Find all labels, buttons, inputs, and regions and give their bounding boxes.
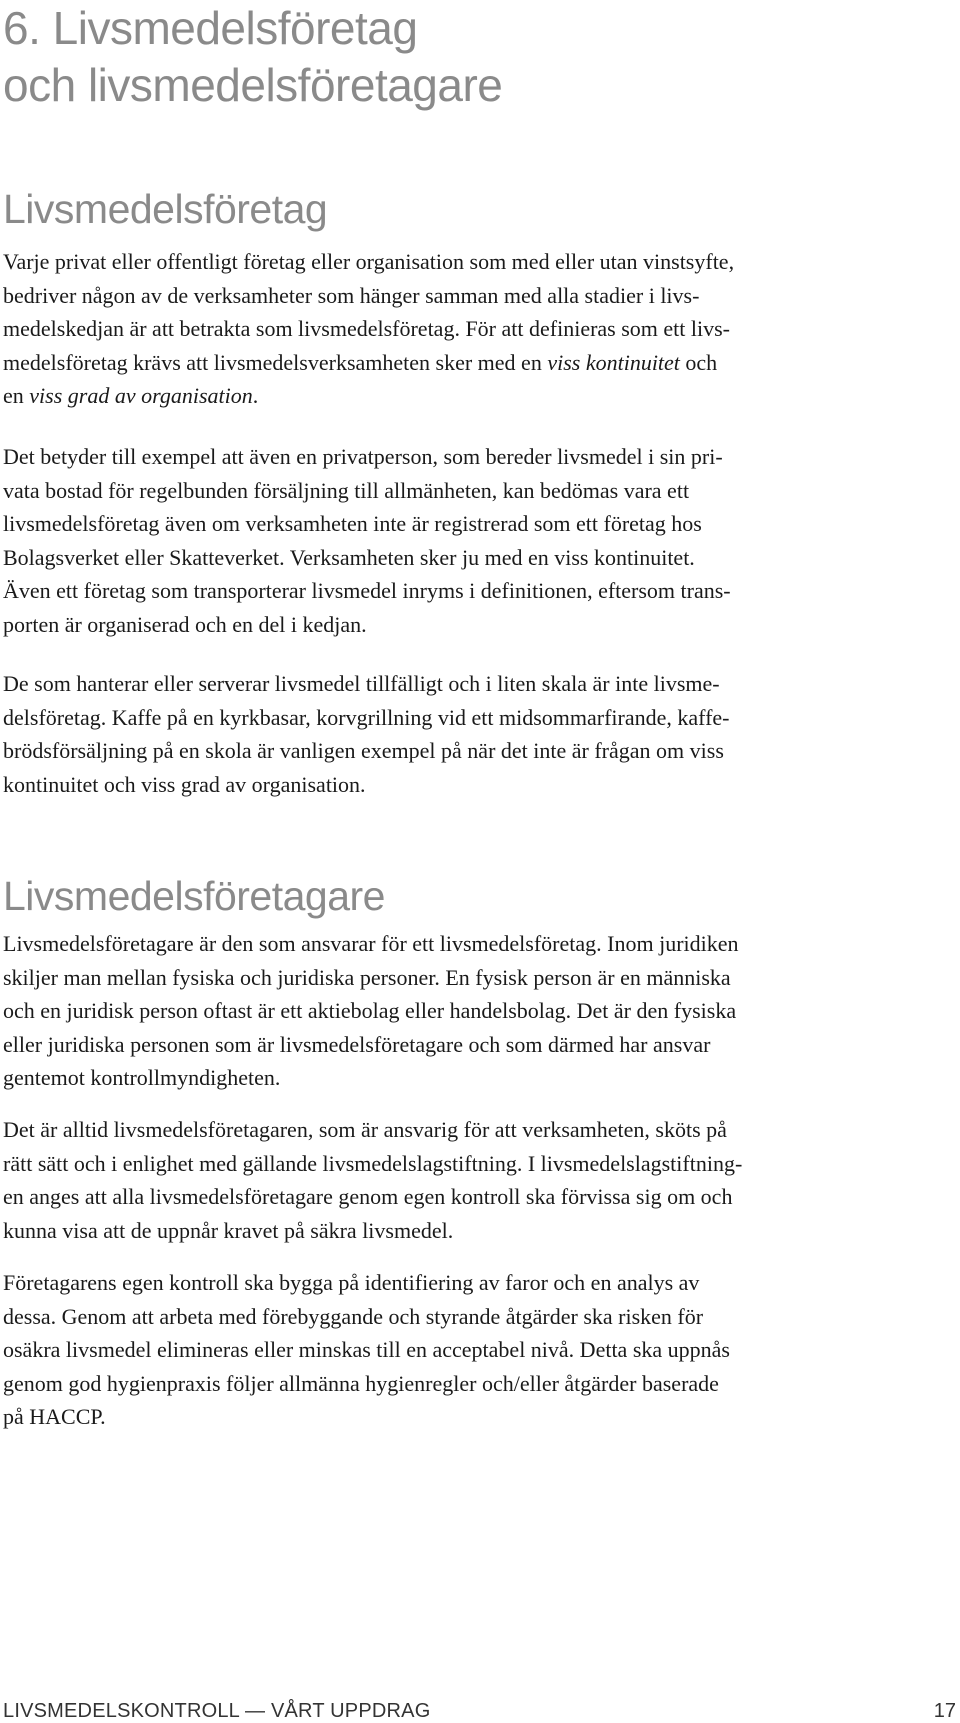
text-line: osäkra livsmedel elimineras eller minskas till en acceptabel nivå. Detta ska uppnås: [3, 1337, 730, 1363]
page-number: 17: [933, 1700, 956, 1722]
text-run: och: [679, 349, 718, 375]
text-line: dessa. Genom att arbeta med förebyggande och styrande åtgärder ska risken för: [3, 1303, 704, 1329]
text-line: Företagarens egen kontroll ska bygga på identifiering av faror och en analys av: [3, 1270, 700, 1295]
text-line: [3, 379, 734, 413]
text-line: gentemot kontrollmyndigheten.: [3, 1065, 281, 1091]
text-line: Även ett företag som transporterar livsmedel inryms i definitionen, eftersom trans-: [3, 578, 731, 604]
chapter-title: [3, 0, 502, 114]
paragraph-definition: [3, 245, 734, 413]
text-line: kunna visa att de uppnår kravet på säkra livsmedel.: [3, 1217, 454, 1243]
paragraph-egen-kontroll: [3, 1113, 742, 1247]
text-line: på HACCP.: [3, 1404, 106, 1430]
text-line: eller juridiska personen som är livsmedelsföretagare och som därmed har ansvar: [3, 1031, 711, 1057]
paragraph-ansvar: [3, 927, 739, 1095]
chapter-title-line-1: 6. Livsmedelsföretag: [3, 2, 418, 54]
text-line: skiljer man mellan fysiska och juridiska personer. En fysisk person är en människa: [3, 964, 731, 990]
section-heading-livsmedelsforetagare: Livsmedelsföretagare: [3, 873, 385, 919]
text-line: livsmedelsföretag även om verksamheten inte är registrerad som ett företag hos: [3, 511, 702, 537]
text-line: en anges att alla livsmedelsföretagare genom egen kontroll ska förvissa sig om och: [3, 1184, 733, 1210]
section-heading-livsmedelsforetag: Livsmedelsföretag: [3, 186, 328, 232]
emphasis-viss-kontinuitet: viss kontinuitet: [547, 349, 680, 375]
text-line: medelskedjan är att betrakta som livsmedelsföretag. För att definieras som ett livs-: [3, 316, 731, 342]
text-run: en: [3, 383, 30, 409]
text-line: De som hanterar eller serverar livsmedel tillfälligt och i liten skala är inte livsme-: [3, 671, 720, 696]
text-line: Det betyder till exempel att även en privatperson, som bereder livsmedel i sin pri-: [3, 444, 723, 469]
text-line: vata bostad för regelbunden försäljning till allmänheten, kan bedömas vara ett: [3, 477, 690, 503]
text-line: delsföretag. Kaffe på en kyrkbasar, korvgrillning vid ett midsommarfirande, kaffe-: [3, 704, 730, 730]
text-line: bedriver någon av de verksamheter som hänger samman med alla stadier i livs-: [3, 282, 700, 308]
paragraph-tillfalligt: [3, 667, 730, 801]
text-line: Bolagsverket eller Skatteverket. Verksamheten sker ju med en viss kontinuitet.: [3, 544, 695, 570]
text-run: .: [252, 383, 259, 409]
emphasis-viss-grad-av-organisation: viss grad av organisation: [29, 383, 253, 409]
text-line: Varje privat eller offentligt företag eller organisation som med eller utan vinstsyfte,: [3, 249, 735, 274]
footer-running-title: LIVSMEDELSKONTROLL — VÅRT UPPDRAG: [3, 1700, 431, 1722]
text-line: och en juridisk person oftast är ett aktiebolag eller handelsbolag. Det är den fysiska: [3, 998, 737, 1024]
text-line: porten är organiserad och en del i kedjan.: [3, 611, 367, 637]
text-line: brödsförsäljning på en skola är vanligen exempel på när det inte är frågan om viss: [3, 738, 724, 764]
text-line: [3, 346, 734, 380]
text-line: genom god hygienpraxis följer allmänna hygienregler och/eller åtgärder baserade: [3, 1370, 719, 1396]
text-line: Det är alltid livsmedelsföretagaren, som är ansvarig för att verksamheten, sköts på: [3, 1117, 727, 1142]
text-run: medelsföretag krävs att livsmedelsverksamheten sker med en: [3, 349, 548, 375]
chapter-title-line-2: och livsmedelsföretagare: [3, 59, 503, 111]
paragraph-haccp: [3, 1266, 730, 1434]
text-line: rätt sätt och i enlighet med gällande livsmedelslagstiftning. I livsmedelslagstiftning-: [3, 1150, 743, 1176]
page-footer: [3, 1700, 956, 1723]
text-line: Livsmedelsföretagare är den som ansvarar för ett livsmedelsföretag. Inom juridiken: [3, 931, 739, 956]
text-line: kontinuitet och viss grad av organisation.: [3, 771, 366, 797]
paragraph-example-privatperson: [3, 440, 731, 642]
